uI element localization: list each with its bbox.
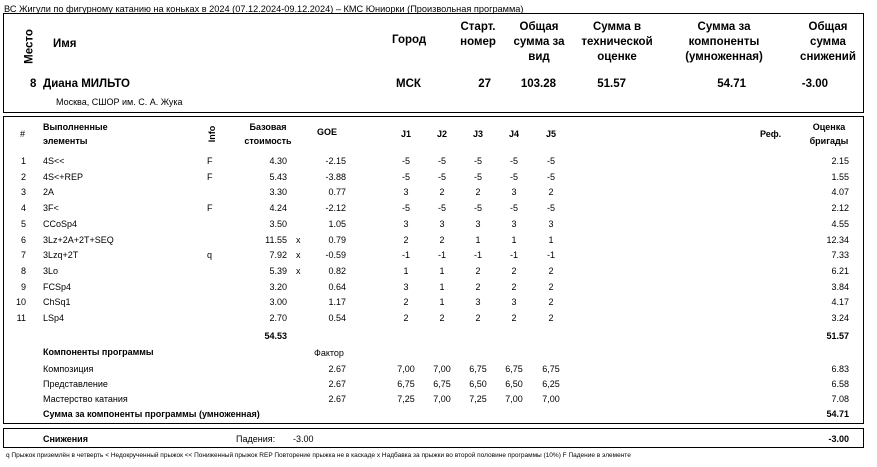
judge-score: 2	[511, 281, 517, 292]
judge-score: 2	[439, 187, 445, 198]
judge-score: 2	[548, 265, 554, 276]
judge-score: 2	[403, 297, 409, 308]
component-judge-score: 6,75	[542, 364, 560, 374]
judge-score: 2	[439, 313, 445, 323]
component-name: Мастерство катания	[43, 394, 128, 404]
judge-score: 2	[548, 297, 554, 308]
judge-score: 1	[511, 234, 517, 245]
element-base-value: 5.39	[269, 265, 287, 276]
judge-score: -1	[473, 250, 482, 261]
component-judge-score: 6,50	[469, 379, 487, 389]
city-header: Город	[392, 34, 427, 46]
element-goe: -2.12	[325, 203, 346, 214]
deductions-box	[3, 428, 864, 448]
component-name: Представление	[43, 379, 108, 389]
element-panel-score: 3.24	[831, 313, 849, 323]
element-panel-score: 1.55	[831, 171, 849, 182]
judge-score: -5	[546, 203, 555, 214]
element-base-value: 4.24	[269, 203, 287, 214]
skater-name: Диана МИЛЬТО	[43, 78, 130, 90]
element-number: 7	[20, 250, 26, 261]
element-code: 3Lz+2A+2T+SEQ	[43, 234, 114, 245]
factor-header: Фактор	[314, 348, 344, 358]
element-number: 9	[20, 281, 26, 292]
element-code: 4S<<	[43, 156, 65, 166]
component-panel-score: 7.08	[831, 394, 849, 404]
judge-score: 1	[439, 265, 445, 276]
skater-deductions: -3.00	[801, 78, 828, 90]
element-number: 6	[20, 234, 26, 245]
element-number: 2	[20, 171, 26, 182]
element-base-value: 3.30	[269, 187, 287, 198]
score-col-header: Оценка бригады	[809, 122, 849, 146]
element-code: 4S<+REP	[43, 171, 84, 182]
judge-score: 2	[548, 281, 554, 292]
judge-score: 2	[439, 234, 445, 245]
judge-score: -1	[401, 250, 410, 261]
component-panel-score: 6.83	[831, 364, 849, 374]
element-panel-score: 7.33	[831, 250, 849, 261]
element-number: 11	[16, 313, 26, 323]
judge-score: -5	[401, 156, 410, 166]
total-score-header: Общая сумма за вид	[513, 21, 565, 63]
element-goe: 0.54	[328, 313, 346, 323]
judge-score: -5	[473, 203, 482, 214]
judge-score: 3	[548, 218, 554, 229]
judge-score: -5	[509, 203, 518, 214]
element-code: ChSq1	[43, 297, 71, 308]
judge-score: 3	[511, 187, 517, 198]
judge-score: -5	[473, 171, 482, 182]
judge-score: -5	[437, 171, 446, 182]
component-factor: 2.67	[328, 364, 346, 374]
element-bonus-mark: x	[296, 265, 301, 276]
judge-score: -5	[509, 171, 518, 182]
element-panel-score: 4.07	[831, 187, 849, 198]
judge-score: 3	[475, 218, 481, 229]
component-judge-score: 7,00	[397, 364, 415, 374]
element-number: 4	[20, 203, 26, 214]
element-base-value: 3.00	[269, 297, 287, 308]
component-factor: 2.67	[328, 394, 346, 404]
skater-tes: 51.57	[597, 78, 626, 90]
falls-value: -3.00	[293, 434, 314, 444]
element-base-value: 4.30	[269, 156, 287, 166]
element-code: 3F<	[43, 203, 59, 214]
element-code: FCSp4	[43, 281, 72, 292]
judge-score: -1	[437, 250, 446, 261]
judge-score: -5	[437, 156, 446, 166]
element-goe: 0.64	[328, 281, 346, 292]
component-judge-score: 6,75	[433, 379, 451, 389]
judge-score: 2	[475, 313, 481, 323]
element-bonus-mark: x	[296, 250, 301, 261]
competition-title: ВС Жигули по фигурному катанию на коньках в 2024 (07.12.2024-09.12.2024) – КМС Юниорки (Произвольная программа)	[4, 4, 524, 14]
judge-score: -5	[546, 156, 555, 166]
base-col-header: Базовая стоимость	[244, 122, 292, 146]
element-code: CCoSp4	[43, 218, 78, 229]
judge-score: -5	[509, 156, 518, 166]
element-base-value: 2.70	[269, 313, 287, 323]
judge-score: 2	[475, 187, 481, 198]
element-panel-score: 2.12	[831, 203, 849, 214]
component-panel-score: 6.58	[831, 379, 849, 389]
component-judge-score: 6,75	[505, 364, 523, 374]
element-info: F	[207, 203, 213, 214]
judge-score: 2	[403, 234, 409, 245]
judge-score: 2	[475, 281, 481, 292]
element-goe: 0.82	[328, 265, 346, 276]
component-name: Композиция	[43, 364, 94, 374]
component-judge-score: 7,00	[433, 394, 451, 404]
element-info: q	[207, 250, 213, 261]
element-number: 1	[20, 156, 26, 166]
judge-score: 2	[403, 313, 409, 323]
judge-score: -5	[401, 171, 410, 182]
component-judge-score: 6,50	[505, 379, 523, 389]
element-goe: 0.77	[328, 187, 346, 198]
element-goe: 1.17	[328, 297, 346, 308]
judge-score: 1	[475, 234, 481, 245]
element-goe: -2.15	[325, 156, 346, 166]
judge-score: 3	[511, 297, 517, 308]
judge-col-header: J4	[508, 129, 519, 139]
judge-score: -1	[546, 250, 555, 261]
element-number: 8	[20, 265, 26, 276]
component-judge-score: 7,00	[542, 394, 560, 404]
element-base-value: 11.55	[265, 234, 287, 245]
judge-score: 1	[403, 265, 409, 276]
judge-score: -1	[509, 250, 518, 261]
rank-header: Место	[23, 29, 36, 64]
components-title: Компоненты программы	[43, 347, 154, 357]
judge-score: -5	[473, 156, 482, 166]
element-goe: -0.59	[325, 250, 346, 261]
element-panel-score: 2.15	[831, 156, 849, 166]
judge-score: 3	[403, 281, 409, 292]
element-panel-score: 4.17	[831, 297, 849, 308]
judge-score: 2	[548, 313, 554, 323]
judge-score: 1	[439, 297, 445, 308]
element-number: 10	[15, 297, 26, 308]
judge-score: -5	[437, 203, 446, 214]
element-base-value: 7.92	[269, 250, 287, 261]
judge-score: 3	[403, 187, 409, 198]
component-judge-score: 7,25	[397, 394, 415, 404]
judge-score: 3	[475, 297, 481, 308]
tes-header: Сумма в технической оценке	[581, 21, 653, 63]
components-sum-label: Сумма за компоненты программы (умноженная)	[43, 409, 260, 419]
element-panel-score: 12.34	[826, 234, 849, 245]
deductions-label: Снижения	[43, 434, 88, 444]
skater-city: МСК	[396, 78, 421, 90]
deductions-header: Общая сумма снижений	[800, 21, 856, 63]
element-base-value: 5.43	[269, 171, 287, 182]
ref-col-header: Реф.	[760, 129, 782, 139]
component-judge-score: 7,00	[433, 364, 451, 374]
element-code: 3Lzq+2T	[43, 250, 79, 261]
element-goe: 0.79	[328, 234, 346, 245]
element-panel-score: 6.21	[831, 265, 849, 276]
base-total: 54.53	[264, 331, 287, 341]
tes-total: 51.57	[826, 331, 849, 341]
element-goe: -3.88	[325, 171, 346, 182]
judge-score: 2	[511, 313, 517, 323]
judge-score: 2	[548, 187, 554, 198]
component-factor: 2.67	[328, 379, 346, 389]
element-info: F	[207, 171, 213, 182]
judge-score: 1	[548, 234, 554, 245]
judge-score: -5	[401, 203, 410, 214]
start-number-header: Старт. номер	[460, 21, 496, 48]
skater-club: Москва, СШОР им. С. А. Жука	[56, 97, 183, 107]
name-header: Имя	[53, 38, 77, 50]
judge-score: 1	[439, 281, 445, 292]
component-judge-score: 7,25	[469, 394, 487, 404]
deductions-total: -3.00	[828, 434, 849, 444]
judge-score: 2	[511, 265, 517, 276]
skater-total-score: 103.28	[520, 78, 556, 90]
pcs-header: Сумма за компоненты (умноженная)	[685, 21, 763, 63]
skater-start-number: 27	[478, 78, 491, 90]
falls-label: Падения:	[236, 434, 276, 444]
components-sum-value: 54.71	[826, 409, 849, 419]
judge-score: 3	[511, 218, 517, 229]
judge-score: 2	[475, 265, 481, 276]
element-code: 2A	[43, 187, 55, 198]
component-judge-score: 7,00	[505, 394, 523, 404]
element-code: LSp4	[43, 313, 65, 323]
elements-col-header: Выполненные элементы	[43, 122, 108, 146]
element-number: 5	[20, 218, 26, 229]
element-base-value: 3.50	[269, 218, 287, 229]
component-judge-score: 6,75	[397, 379, 415, 389]
judge-col-header: J2	[436, 129, 447, 139]
element-bonus-mark: x	[296, 234, 301, 245]
judge-score: 3	[439, 218, 445, 229]
element-base-value: 3.20	[269, 281, 287, 292]
skater-rank: 8	[30, 78, 37, 90]
element-number: 3	[20, 187, 26, 198]
judge-score: -5	[546, 171, 555, 182]
judge-score: 3	[403, 218, 409, 229]
element-goe: 1.05	[328, 218, 346, 229]
info-col-header: Info	[207, 125, 217, 143]
component-judge-score: 6,75	[469, 364, 487, 374]
element-info: F	[207, 156, 213, 166]
judge-col-header: J5	[545, 129, 556, 139]
legend: q Прыжок приземлён в четверть < Недокрученный прыжок << Пониженный прыжок REP Повторение прыжка не в каскаде x Надбавка за прыжки во второй половине программы (10%) F Падение в элементе	[6, 452, 631, 459]
element-code: 3Lo	[43, 265, 59, 276]
component-judge-score: 6,25	[542, 379, 560, 389]
judge-col-header: J1	[400, 129, 411, 139]
element-panel-score: 4.55	[831, 218, 849, 229]
goe-col-header: GOE	[317, 127, 338, 137]
skater-pcs: 54.71	[717, 78, 746, 90]
element-panel-score: 3.84	[831, 281, 849, 292]
num-col-header: #	[20, 129, 26, 139]
judge-col-header: J3	[472, 129, 483, 139]
